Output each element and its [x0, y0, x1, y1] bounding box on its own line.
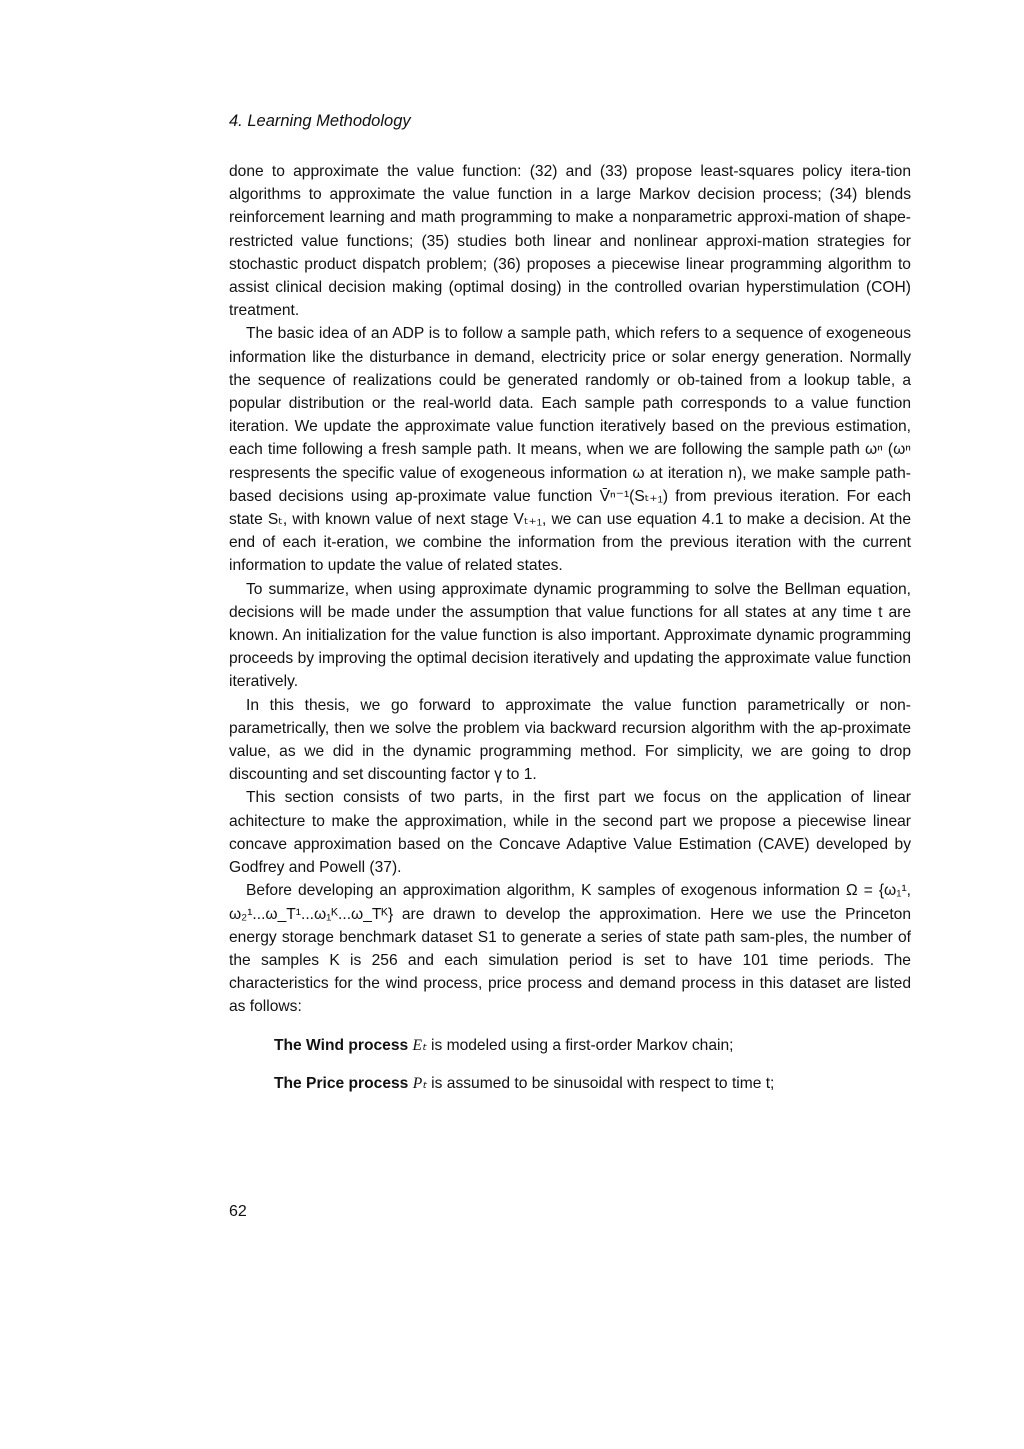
paragraph: done to approximate the value function: (32) and (33) propose least-squares policy itera-tion algorithms to approximate the value function in a large Markov decision process; (34) blends reinforcement learning and math programming to make a nonparametric approxi-mation of shape-restricted value functions; (35) studies both linear and nonlinear approxi-mation strategies for stochastic product dispatch problem; (36) proposes a piecewise linear programming algorithm to assist clinical decision making (optimal dosing) in the controlled ovarian hyperstimulation (COH) treatment.	[229, 163, 911, 320]
list-item	[274, 1034, 911, 1057]
paragraph: This section consists of two parts, in the first part we focus on the application of linear achitecture to make the approximation, while in the second part we propose a piecewise linear concave approximation based on the Concave Adaptive Value Estimation (CAVE) developed by Godfrey and Powell (37).	[229, 789, 911, 877]
process-description: is assumed to be sinusoidal with respect to time t;	[431, 1074, 775, 1092]
paragraph: Before developing an approximation algorithm, K samples of exogenous information Ω = {ω₁¹, ω₂¹...ω_T¹...ω₁ᴷ...ω_Tᴷ} are drawn to develop the approximation. Here we use the Princeton energy storage benchmark dataset S1 to generate a series of state path sam-ples, the number of the samples K is 256 and each simulation period is set to have 101 time periods. The characteristics for the wind process, price process and demand process in this dataset are listed as follows:	[229, 882, 911, 1016]
running-head: 4. Learning Methodology	[229, 112, 411, 130]
process-symbol: Pₜ	[412, 1074, 427, 1092]
body-text	[229, 160, 911, 1110]
paragraph: The basic idea of an ADP is to follow a sample path, which refers to a sequence of exogeneous information like the disturbance in demand, electricity price or solar energy generation. Normally the sequence of realizations could be generated randomly or ob-tained from a lookup table, a popular distribution or the real-world data. Each sample path corresponds to a value function iteration. We update the approximate value function iteratively based on the previous estimation, each time following a fresh sample path. It means, when we are following the sample path ωⁿ (ωⁿ respresents the specific value of exogeneous information ω at iteration n), we make sample path-based decisions using ap-proximate value function V̄ⁿ⁻¹(Sₜ₊₁) from previous iteration. For each state Sₜ, with known value of next stage Vₜ₊₁, we can use equation 4.1 to make a decision. At the end of each it-eration, we combine the information from the previous iteration with the current information to update the value of related states.	[229, 325, 911, 575]
paragraph: In this thesis, we go forward to approximate the value function parametrically or non-parametrically, then we solve the problem via backward recursion algorithm with the ap-proximate value, as we did in the dynamic programming method. For simplicity, we are going to drop discounting and set discounting factor γ to 1.	[229, 696, 911, 784]
list-item	[274, 1072, 911, 1095]
paragraph: To summarize, when using approximate dynamic programming to solve the Bellman equation, decisions will be made under the assumption that value functions for all states at any time t are known. An initialization for the value function is also important. Approximate dynamic programming proceeds by improving the optimal decision iteratively and updating the approximate value function iteratively.	[229, 580, 911, 691]
process-description: is modeled using a first-order Markov chain;	[430, 1036, 734, 1054]
process-label: The Price process	[274, 1074, 409, 1092]
process-label: The Wind process	[274, 1036, 409, 1054]
process-list	[274, 1034, 911, 1095]
page-number: 62	[229, 1203, 247, 1220]
process-symbol: Eₜ	[412, 1036, 427, 1054]
